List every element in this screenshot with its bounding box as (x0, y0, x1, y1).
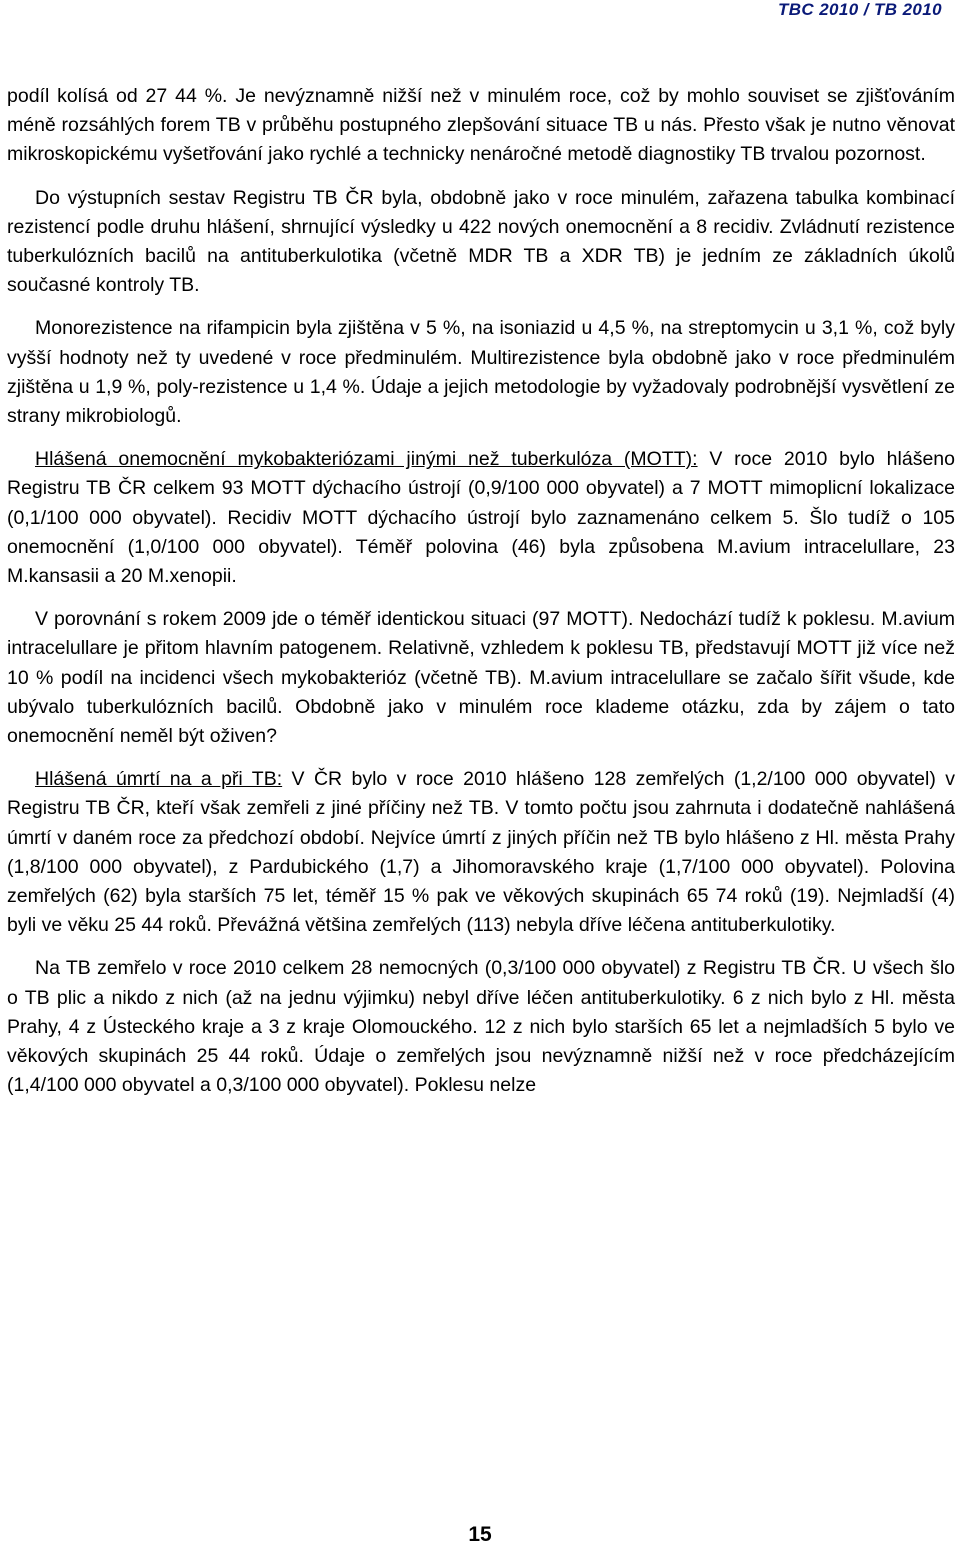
section-heading-mott: Hlášená onemocnění mykobakteriózami jinými než tuberkulóza (MOTT): (35, 448, 698, 471)
paragraph-text: Na TB zemřelo v roce 2010 celkem 28 nemocných (0,3/100 000 obyvatel) z Registru TB ČR. U všech šlo o TB plic a nikdo z nich (až na jednu výjimku) nebyl dříve léčen antituberkulotiky. 6 z nich bylo z Hl. města Prahy, 4 z Ústeckého kraje a 3 z kraje Olomouckého. 12 z nich bylo starších 65 let a nejmladších 5 bylo ve věkových skupinách 25 44 roků. Údaje o zemřelých jsou nevýznamně nižší než v roce předcházejícím (1,4/100 000 obyvatel a 0,3/100 000 obyvatel). Poklesu nelze (7, 957, 955, 1097)
paragraph-mott-cases (7, 445, 955, 591)
page-number: 15 (468, 1523, 492, 1546)
paragraph-text: V porovnání s rokem 2009 jde o téměř identickou situaci (97 MOTT). Nedochází tudíž k poklesu. M.avium intracelullare je přitom hlavním patogenem. Relativně, vzhledem k poklesu TB, představují MOTT již více než 10 % podíl na incidenci všech mykobakterióz (včetně TB). M.avium intracelullare se začalo šířit všude, kde ubývalo tuberkulózních bacilů. Obdobně jako v minulém roce klademe otázku, zda by zájem o tato onemocnění neměl být oživen? (7, 608, 955, 748)
paragraph-text: V roce 2010 bylo hlášeno Registru TB ČR celkem 93 MOTT dýchacího ústrojí (0,9/100 000 obyvatel) a 7 MOTT mimoplicní lokalizace (0,1/100 000 obyvatel). Recidiv MOTT dýchacího ústrojí bylo zaznamenáno celkem 5. Šlo tudíž o 105 onemocnění (1,0/100 000 obyvatel). Téměř polovina (46) byla způsobena M.avium intracelullare, 23 M.kansasii a 20 M.xenopii. (7, 448, 955, 588)
paragraph-deaths (7, 765, 955, 940)
paragraph-text: V ČR bylo v roce 2010 hlášeno 128 zemřelých (1,2/100 000 obyvatel) v Registru TB ČR, kteří však zemřeli z jiné příčiny než TB. V tomto počtu jsou zahrnuta i dodatečně nahlášená úmrtí v daném roce za předchozí období. Nejvíce úmrtí z jiných příčin než TB bylo hlášeno z Hl. města Prahy (1,8/100 000 obyvatel), z Pardubického (1,7) a Jihomoravského kraje (1,7/100 000 obyvatel). Polovina zemřelých (62) byla starších 75 let, téměř 15 % pak ve věkových skupinách 65 74 roků (19). Nejmladší (4) byli ve věku 25 44 roků. Převážná většina zemřelých (113) nebyla dříve léčena antituberkulotiky. (7, 768, 955, 937)
page-body (7, 82, 955, 1101)
section-heading-deaths: Hlášená úmrtí na a při TB: (35, 768, 283, 791)
paragraph-resistance-table (7, 184, 955, 301)
paragraph-text: Do výstupních sestav Registru TB ČR byla, obdobně jako v roce minulém, zařazena tabulka kombinací rezistencí podle druhu hlášení, shrnující výsledky u 422 nových onemocnění a 8 recidiv. Zvládnutí rezistence tuberkulózních bacilů na antituberkulotika (včetně MDR TB a XDR TB) je jedním ze základních úkolů současné kontroly TB. (7, 186, 955, 297)
running-header: TBC 2010 / TB 2010 (777, 0, 942, 19)
paragraph-tb-deaths (7, 954, 955, 1100)
paragraph-monoresistance (7, 314, 955, 431)
paragraph-sputum-microscopy (7, 82, 955, 170)
paragraph-mott-comparison (7, 605, 955, 751)
paragraph-text: Monorezistence na rifampicin byla zjištěna v 5 %, na isoniazid u 4,5 %, na streptomycin u 3,1 %, což byly vyšší hodnoty než ty uvedené v roce předminulém. Multirezistence byla obdobně jako v roce předminulém zjištěna u 1,9 %, poly-rezistence u 1,4 %. Údaje a jejich metodologie by vyžadovaly podrobnější vysvětlení ze strany mikrobiologů. (7, 317, 955, 428)
paragraph-text: podíl kolísá od 27 44 %. Je nevýznamně nižší než v minulém roce, což by mohlo souviset se zjišťováním méně rozsáhlých forem TB v průběhu postupného zlepšování situace TB u nás. Přesto však je nutno věnovat mikroskopickému vyšetřování jako rychlé a technicky nenáročné metodě diagnostiky TB trvalou pozornost. (7, 85, 955, 166)
